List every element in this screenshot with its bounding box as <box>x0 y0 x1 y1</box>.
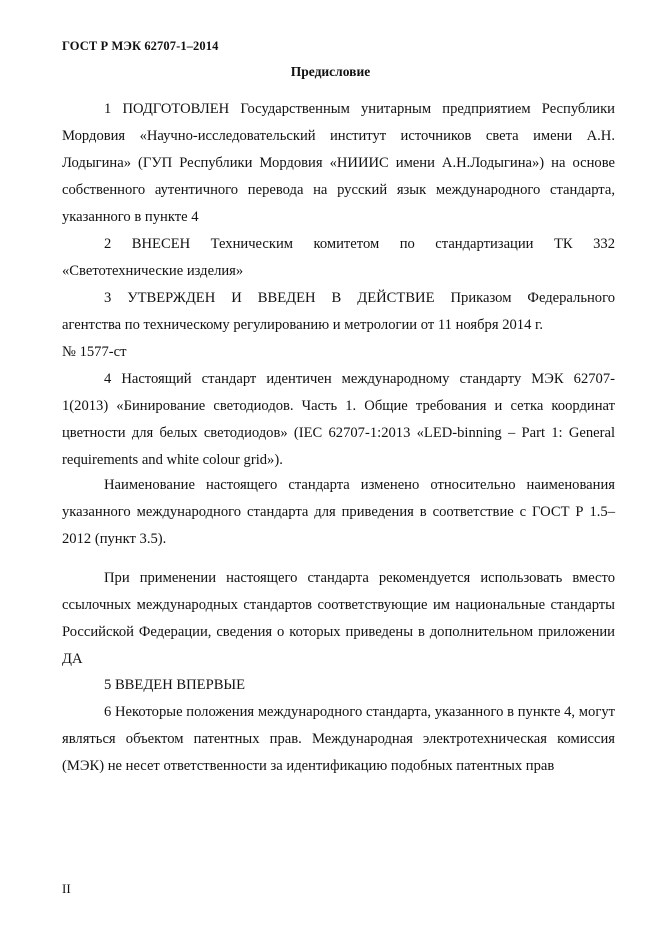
standard-code-header: ГОСТ Р МЭК 62707-1–2014 <box>62 39 219 53</box>
paragraph-4-identical: 4 Настоящий стандарт идентичен международному стандарту МЭК 62707-1(2013) «Бинирование светодиодов. Часть 1. Общие требования и сетка координат цветности для белых светодиодов» (IEC 62707-1:2013 «LED-binning – Part 1: General requirements and white colour grid»). <box>62 371 615 468</box>
page-title: Предисловие <box>290 64 371 79</box>
paragraph-4-references-note: При применении настоящего стандарта рекомендуется использовать вместо ссылочных международных стандартов соответствующие им национальные стандарты Российской Федерации, сведения о которых приведены в дополнительном приложении ДА <box>62 570 615 667</box>
paragraph-6-patents: 6 Некоторые положения международного стандарта, указанного в пункте 4, могут являться объектом патентных прав. Международная электротехническая комиссия (МЭК) не несет ответственности за идентификацию подобных патентных прав <box>62 704 615 774</box>
paragraph-2-submitted: 2 ВНЕСЕН Техническим комитетом по стандартизации ТК 332 «Светотехнические изделия» <box>62 236 615 279</box>
paragraph-3-approved-line-3: № 1577-ст <box>62 344 127 360</box>
paragraph-5-introduced: 5 ВВЕДЕН ВПЕРВЫЕ <box>104 677 246 693</box>
paragraph-4-name-note: Наименование настоящего стандарта изменено относительно наименования указанного международного стандарта для приведения в соответствие с ГОСТ Р 1.5–2012 (пункт 3.5). <box>62 477 615 547</box>
paragraph-3-approved-line-1: 3 УТВЕРЖДЕН И ВВЕДЕН В ДЕЙСТВИЕ Приказом Федерального <box>104 290 615 306</box>
paragraph-1-prepared: 1 ПОДГОТОВЛЕН Государственным унитарным предприятием Республики Мордовия «Научно-исследовательский институт источников света имени А.Н. Лодыгина» (ГУП Республики Мордовия «НИИИС имени А.Н.Лодыгина») на основе собственного аутентичного перевода на русский язык международного стандарта, указанного в пункте 4 <box>62 101 615 225</box>
page-number: II <box>62 881 71 896</box>
paragraph-3-approved-line-2: агентства по техническому регулированию и метрологии от 11 ноября 2014 г. <box>62 317 544 333</box>
